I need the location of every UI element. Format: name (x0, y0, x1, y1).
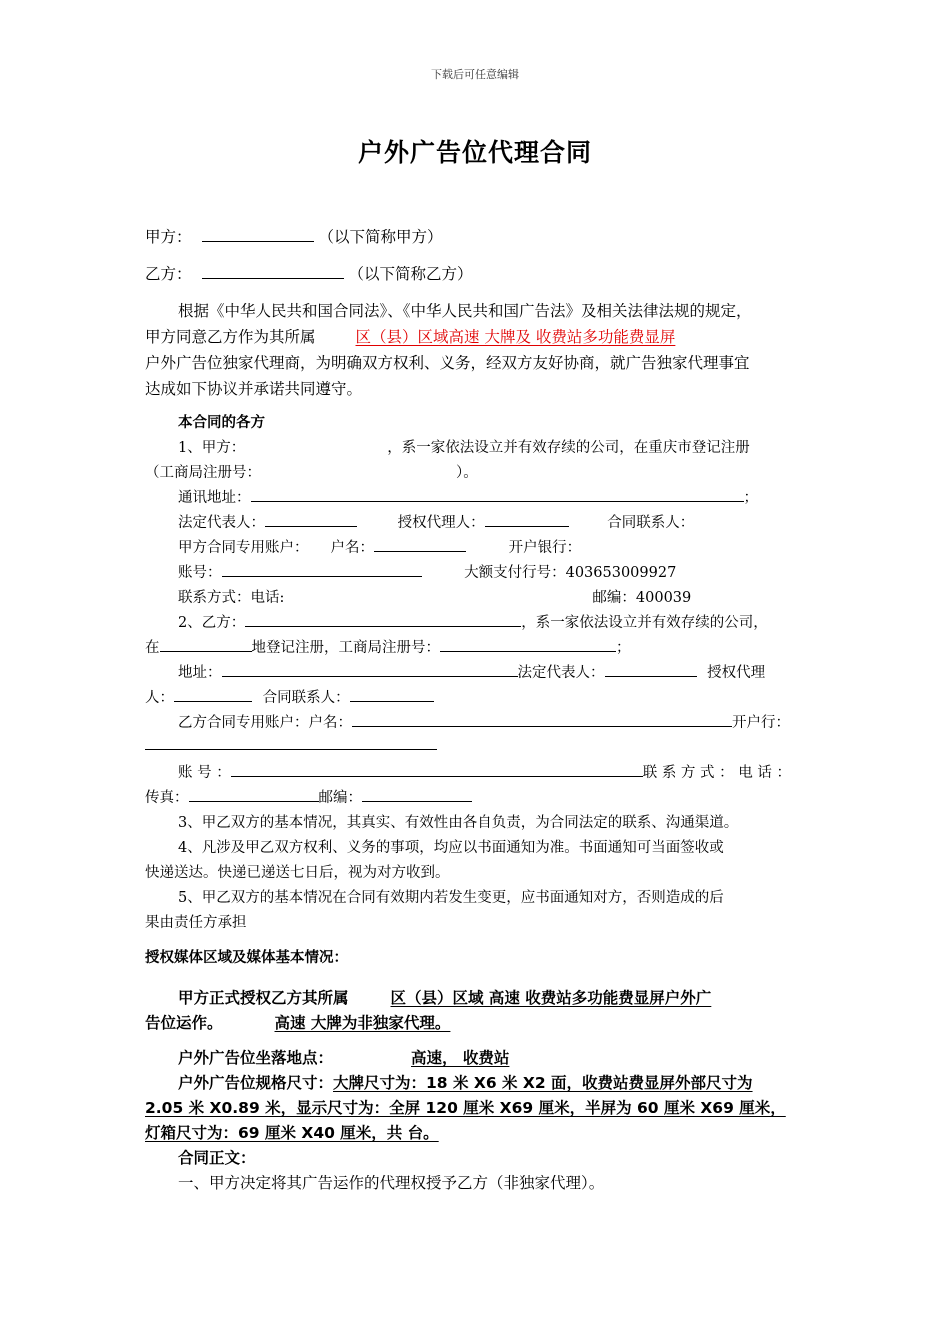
party-b-reg-line: 在 地登记注册，工商局注册号： ； (145, 635, 810, 661)
party-b-agent-line: 人： 合同联系人： (145, 685, 810, 711)
party-b-bank-blank-line (145, 733, 810, 759)
party-a-reg-line: （工商局注册号： ）。 (145, 465, 478, 481)
party-a-intro-line: 1、甲方： ，系一家依法设立并有效存续的公司，在重庆市登记注册 (178, 440, 750, 456)
party-a-account-line: 甲方合同专用账户： 户名： 开户银行： (145, 535, 843, 561)
media-spec-line-1: 户外广告位规格尺寸：大牌尺寸为：18 米 X6 米 X2 面，收费站费显屏外部尺寸为 (178, 1074, 753, 1092)
party-a-address-line: 通讯地址： ； (145, 485, 843, 511)
party-b-fax-line: 传真： 邮编： (145, 785, 810, 811)
media-para-line-1: 甲方正式授权乙方其所属 区（县）区域 高速 收费站多功能费显屏户外广 (178, 989, 712, 1007)
intro-line-4: 达成如下协议并承诺共同遵守。 (145, 380, 363, 398)
intro-scope-red: 区（县）区域高速 大牌及 收费站多功能费显屏 (355, 328, 676, 346)
clause-4-line-1: 4、凡涉及甲乙双方权利、义务的事项，均应以书面通知为准。书面通知可当面签收或 (178, 840, 724, 856)
intro-line-2: 甲方同意乙方作为其所属 区（县）区域高速 大牌及 收费站多功能费显屏 (145, 328, 676, 346)
parties-heading: 本合同的各方 (178, 415, 265, 431)
party-b-account-line: 乙方合同专用账户：户名： 开户行： (145, 710, 843, 736)
party-b-intro-line: 2、乙方： ，系一家依法设立并有效存续的公司， (145, 610, 843, 636)
media-spec-line-3: 灯箱尺寸为：69 厘米 X40 厘米，共 台。 (145, 1124, 439, 1142)
address-blank (251, 485, 744, 502)
party-a-rep-line: 法定代表人： 授权代理人： 合同联系人： (145, 510, 843, 536)
party-b-address-line: 地址： 法定代表人： 授权代理 (145, 660, 843, 686)
header-note: 下载后可任意编辑 (431, 68, 519, 81)
body-heading: 合同正文： (178, 1149, 256, 1167)
clause-3: 3、甲乙双方的基本情况，其真实、有效性由各自负责，为合同法定的联系、沟通渠道。 (178, 815, 739, 831)
party-a-blank (202, 225, 314, 242)
media-spec-line-2: 2.05 米 X0.89 米，显示尺寸为：全屏 120 厘米 X69 厘米，半屏为 60 厘米 X69 厘米， (145, 1099, 786, 1117)
clause-5-line-1: 5、甲乙双方的基本情况在合同有效期内若发生变更，应书面通知对方，否则造成的后 (178, 890, 724, 906)
party-b-blank (202, 262, 344, 279)
party-a-contact-line: 联系方式：电话: 邮编：400039 (178, 590, 692, 606)
contract-title: 户外广告位代理合同 (357, 138, 592, 167)
intro-line-1: 根据《中华人民共和国合同法》、《中华人民共和国广告法》及相关法律法规的规定， (178, 302, 752, 320)
party-a-line: 甲方： （以下简称甲方） (145, 224, 810, 250)
party-a-acctno-line: 账号： 大额支付行号：403653009927 (145, 560, 843, 586)
clause-4-line-2: 快递送达。快递已递送七日后，视为对方收到。 (145, 865, 450, 881)
party-b-line: 乙方： （以下简称乙方） (145, 261, 810, 287)
clause-5-line-2: 果由责任方承担 (145, 915, 247, 931)
intro-line-3: 户外广告位独家代理商，为明确双方权利、义务，经双方友好协商，就广告独家代理事宜 (145, 354, 750, 372)
media-heading: 授权媒体区域及媒体基本情况： (145, 950, 348, 966)
party-b-acct-line: 账 号 ： 联 系 方 式 ： 电 话 ： (145, 760, 843, 786)
body-item-1: 一、甲方决定将其广告运作的代理权授予乙方（非独家代理）。 (178, 1174, 605, 1192)
media-para-line-2: 告位运作。 高速 大牌为非独家代理。 (145, 1014, 451, 1032)
media-location-line: 户外广告位坐落地点： 高速， 收费站 (178, 1049, 510, 1067)
